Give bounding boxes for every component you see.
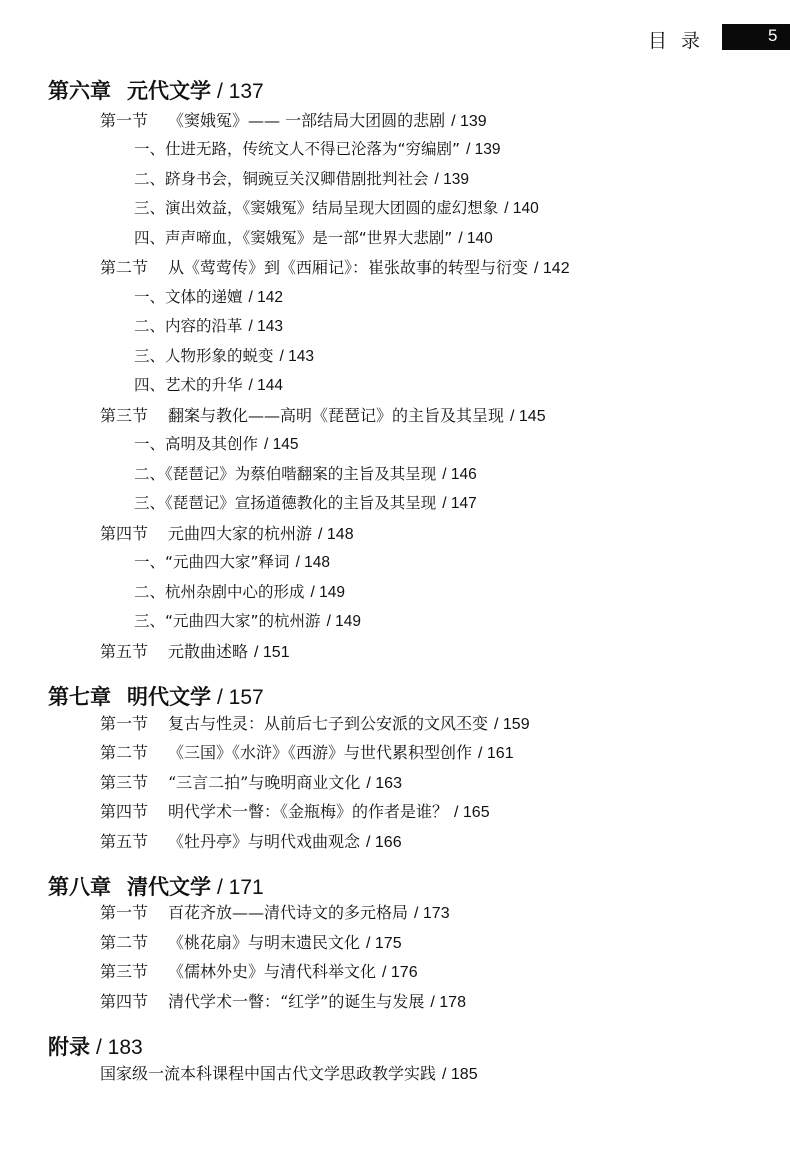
entry-title: 明代文学	[127, 684, 211, 709]
page-number: / 157	[217, 686, 264, 709]
section-number: 第五节	[100, 832, 149, 851]
page-number: / 151	[254, 644, 290, 661]
entry-title: 《三国》《水浒》《西游》与世代累积型创作	[168, 743, 473, 762]
page-number: / 143	[248, 318, 283, 335]
section-entry	[100, 260, 570, 277]
entry-title: 三、人物形象的蜕变	[134, 347, 274, 365]
chapter-entry	[48, 80, 264, 102]
section-entry	[100, 113, 487, 130]
entry-title: 翻案与教化——高明《琵琶记》的主旨及其呈现	[168, 406, 505, 425]
header-page-number: 5	[768, 26, 778, 45]
toc-item-entry	[134, 201, 539, 217]
page-number: / 139	[434, 171, 469, 188]
toc-item-entry	[134, 378, 283, 394]
page-number: / 176	[382, 964, 418, 981]
entry-title: 《桃花扇》与明末遗民文化	[168, 933, 361, 952]
running-header	[0, 24, 790, 52]
page-number: / 147	[442, 495, 477, 512]
section-entry	[100, 775, 402, 792]
toc-item-entry	[134, 319, 283, 335]
section-number: 第二节	[100, 258, 149, 277]
entry-title: 一、高明及其创作	[134, 435, 259, 453]
page-number: / 166	[366, 834, 402, 851]
toc-item-entry	[134, 614, 361, 630]
entry-title: 复古与性灵：从前后七子到公安派的文风丕变	[168, 714, 489, 733]
section-entry	[100, 644, 290, 661]
toc-item-entry	[134, 496, 477, 512]
section-number: 第三节	[100, 406, 149, 425]
section-entry	[100, 905, 450, 922]
section-entry	[100, 994, 466, 1011]
toc-item-entry	[134, 231, 493, 247]
page-number: / 145	[510, 408, 546, 425]
toc-item-entry	[100, 1066, 478, 1083]
section-number: 第四节	[100, 802, 149, 821]
section-number: 第四节	[100, 992, 149, 1011]
entry-title: 元代文学	[127, 78, 211, 103]
section-entry	[100, 745, 514, 762]
page-number: / 142	[534, 260, 570, 277]
chapter-entry	[48, 686, 264, 708]
page-number: / 140	[458, 230, 493, 247]
section-entry	[100, 935, 402, 952]
entry-title: 一、文体的递嬗	[134, 288, 243, 306]
section-number: 第二节	[100, 933, 149, 952]
header-label: 目 录	[648, 30, 705, 52]
section-number: 第四节	[100, 524, 149, 543]
page-number: / 159	[494, 716, 530, 733]
entry-title: 元散曲述略	[168, 642, 249, 661]
toc-item-entry	[134, 290, 283, 306]
page-number: / 143	[279, 348, 314, 365]
chapter-number: 第六章	[48, 78, 111, 103]
entry-title: 《牡丹亭》与明代戏曲观念	[168, 832, 361, 851]
entry-title: 清代文学	[127, 874, 211, 899]
page-number: / 144	[248, 377, 283, 394]
page-number: / 145	[264, 436, 299, 453]
section-number: 第一节	[100, 903, 149, 922]
page-number: / 148	[318, 526, 354, 543]
entry-title: 元曲四大家的杭州游	[168, 524, 313, 543]
entry-title: 《儒林外史》与清代科举文化	[168, 962, 377, 981]
page-number: / 163	[366, 775, 402, 792]
entry-title: 二、内容的沿革	[134, 317, 243, 335]
chapter-entry	[48, 1036, 143, 1058]
page-number: / 140	[504, 200, 539, 217]
page-number: / 173	[414, 905, 450, 922]
section-number: 第三节	[100, 773, 149, 792]
entry-title: 四、声声啼血，《窦娥冤》是一部“世界大悲剧”	[134, 229, 453, 247]
entry-title: 四、艺术的升华	[134, 376, 243, 394]
toc-item-entry	[134, 585, 345, 601]
page-number: / 139	[466, 141, 501, 158]
entry-title: “三言二拍”与晚明商业文化	[168, 773, 361, 792]
toc-item-entry	[134, 172, 469, 188]
toc-item-entry	[134, 142, 501, 158]
entry-title: 附录	[48, 1034, 90, 1059]
entry-title: 一、仕进无路，传统文人不得已沦落为“穷编剧”	[134, 140, 461, 158]
page-number: / 178	[430, 994, 466, 1011]
page-number: / 149	[326, 613, 362, 630]
entry-title: 三、演出效益，《窦娥冤》结局呈现大团圆的虚幻想象	[134, 199, 499, 217]
section-number: 第一节	[100, 714, 149, 733]
entry-title: 明代学术一瞥：《金瓶梅》的作者是谁？	[168, 802, 449, 821]
section-number: 第五节	[100, 642, 149, 661]
section-number: 第二节	[100, 743, 149, 762]
entry-title: 一、“元曲四大家”释词	[134, 553, 290, 571]
page-number: / 148	[295, 554, 331, 571]
toc-item-entry	[134, 349, 314, 365]
entry-title: 从《莺莺传》到《西厢记》：崔张故事的转型与衍变	[168, 258, 529, 277]
chapter-number: 第七章	[48, 684, 111, 709]
section-entry	[100, 834, 402, 851]
page-number: / 137	[217, 80, 264, 103]
entry-title: 三、《琵琶记》宣扬道德教化的主旨及其呈现	[134, 494, 437, 512]
page-number: / 139	[451, 113, 487, 130]
page-number: / 146	[442, 466, 477, 483]
page-number: / 185	[442, 1066, 478, 1083]
page-number: / 171	[217, 876, 264, 899]
entry-title: 《窦娥冤》—— 一部结局大团圆的悲剧	[168, 111, 446, 130]
entry-title: 国家级一流本科课程中国古代文学思政教学实践	[100, 1064, 437, 1083]
section-entry	[100, 716, 530, 733]
entry-title: 百花齐放——清代诗文的多元格局	[168, 903, 409, 922]
entry-title: 二、杭州杂剧中心的形成	[134, 583, 305, 601]
section-entry	[100, 526, 354, 543]
page-number: / 183	[96, 1036, 143, 1059]
toc-item-entry	[134, 467, 477, 483]
toc-item-entry	[134, 555, 330, 571]
page-number: / 149	[310, 584, 345, 601]
page-number: / 175	[366, 935, 402, 952]
entry-title: 二、《琵琶记》为蔡伯喈翻案的主旨及其呈现	[134, 465, 437, 483]
page-number: / 142	[248, 289, 283, 306]
entry-title: 清代学术一瞥：“红学”的诞生与发展	[168, 992, 425, 1011]
entry-title: 二、跻身书会，铜豌豆关汉卿借剧批判社会	[134, 170, 429, 188]
section-entry	[100, 408, 546, 425]
section-number: 第一节	[100, 111, 149, 130]
section-number: 第三节	[100, 962, 149, 981]
header-page-bar	[722, 24, 790, 50]
chapter-number: 第八章	[48, 874, 111, 899]
section-entry	[100, 964, 418, 981]
chapter-entry	[48, 876, 264, 898]
page-number: / 161	[478, 745, 514, 762]
page-number: / 165	[454, 804, 490, 821]
toc-item-entry	[134, 437, 299, 453]
section-entry	[100, 804, 490, 821]
entry-title: 三、“元曲四大家”的杭州游	[134, 612, 321, 630]
